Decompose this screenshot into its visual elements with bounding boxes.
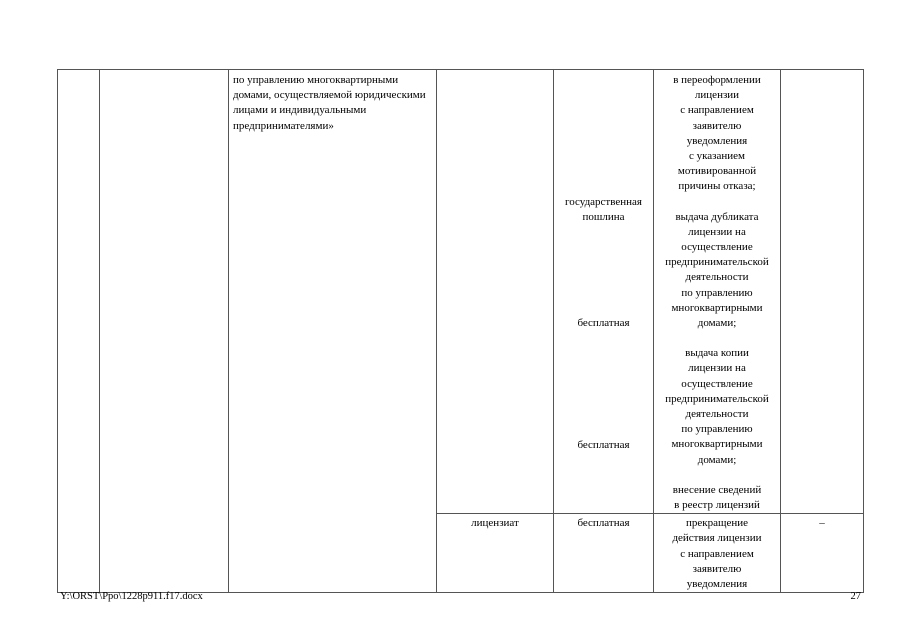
dash-text: – — [819, 517, 825, 530]
footer-file-path: Y:\ORST\Ppo\1228p911.f17.docx — [60, 591, 203, 602]
service-description-text: по управлению многоквартирными домами, осуществляемой юридическими лицами и индивидуальными предпринимателями» — [233, 74, 426, 132]
page-number: 27 — [850, 591, 861, 602]
table-cell-applicant-row1 — [437, 70, 554, 514]
fee-text-2: государственная пошлина — [565, 196, 642, 224]
action-text-row2: прекращение действия лицензии с направлением заявителю уведомления — [672, 517, 762, 591]
applicant-text: лицензиат — [471, 517, 519, 530]
action-text-3: выдача копии лицензии на осуществление предпринимательской деятельности по управлению многоквартирными домами; — [665, 347, 769, 466]
fee-text-4: бесплатная — [577, 438, 630, 451]
table-cell-col1 — [58, 70, 100, 593]
table-cell-action-row2 — [654, 514, 781, 593]
table-cell-last-row1 — [781, 70, 864, 514]
fee-text-row2: бесплатная — [577, 517, 630, 530]
table-cell-fee-row1 — [554, 70, 654, 514]
table-cell-last-row2 — [781, 514, 864, 593]
action-text-1: в переоформлении лицензии с направлением заявителю уведомления с указанием мотивированной причины отказа; — [673, 74, 761, 193]
document-table — [57, 69, 864, 593]
fee-text-3: бесплатная — [577, 317, 630, 330]
table-cell-col2 — [100, 70, 229, 593]
action-text-4: внесение сведений в реестр лицензий — [672, 483, 762, 512]
action-text-2: выдача дубликата лицензии на осуществление предпринимательской деятельности по управлению многоквартирными домами; — [665, 210, 769, 330]
table-cell-action-row1 — [654, 70, 781, 514]
table-cell-fee-row2 — [554, 514, 654, 593]
table-cell-applicant-row2 — [437, 514, 554, 593]
table-cell-col3 — [229, 70, 437, 593]
